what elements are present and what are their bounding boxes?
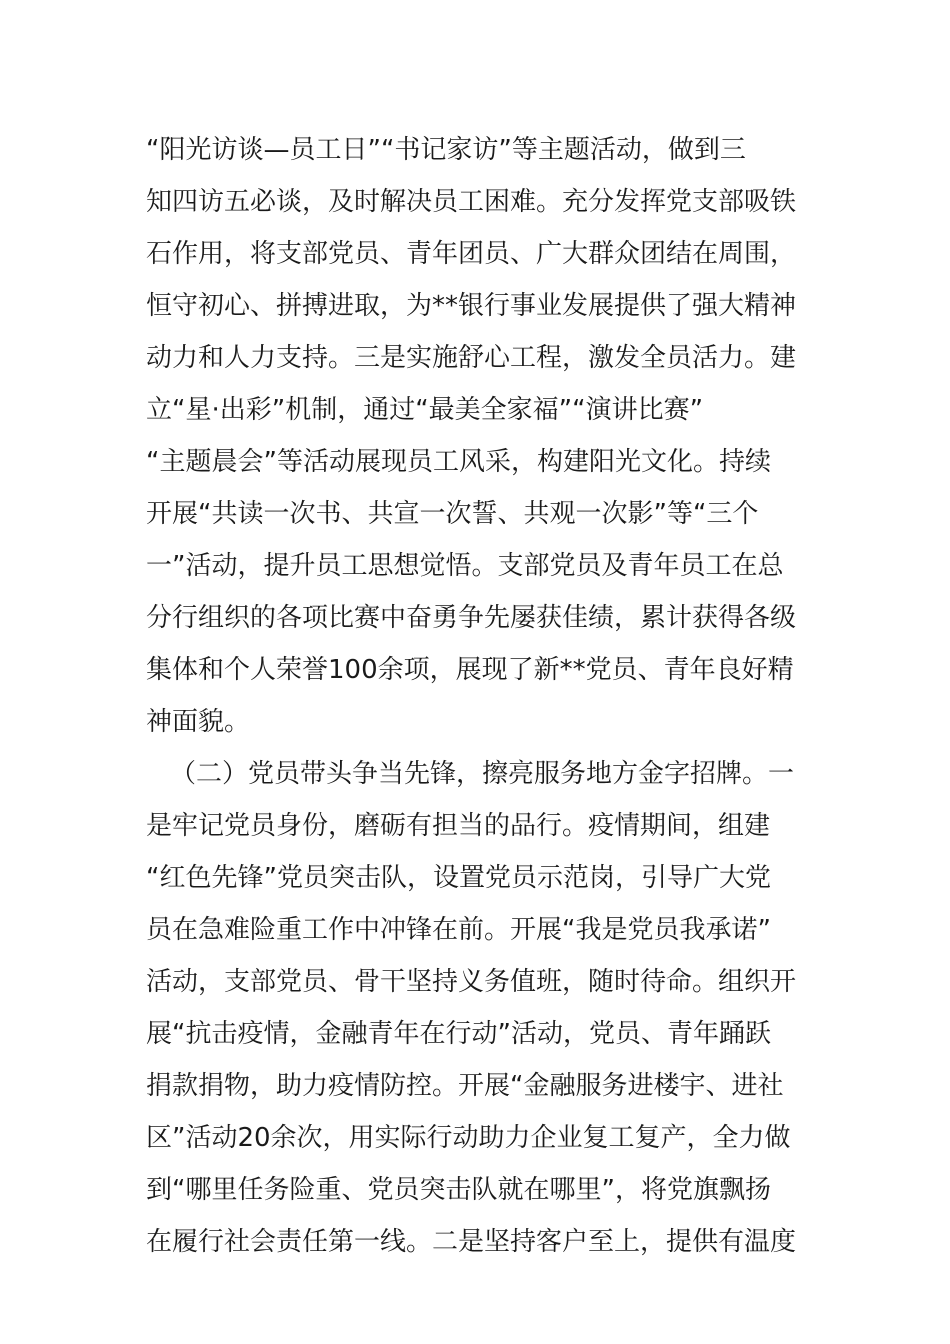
paragraph-1-line: 集体和个人荣誉100余项，展现了新**党员、青年良好精 <box>146 655 794 685</box>
paragraph-2-line: 到“哪里任务险重、党员突击队就在哪里”，将党旗飘扬 <box>146 1175 771 1205</box>
paragraph-1-line: “阳光访谈—员工日”“书记家访”等主题活动，做到三 <box>146 135 746 165</box>
paragraph-2-line: 是牢记党员身份，磨砺有担当的品行。疫情期间，组建 <box>146 811 771 841</box>
paragraph-1-line: 立“星·出彩”机制，通过“最美全家福”“演讲比赛” <box>146 395 704 425</box>
paragraph-1-line: 开展“共读一次书、共宣一次誓、共观一次影”等“三个 <box>146 499 759 529</box>
paragraph-2-line: 捐款捐物，助力疫情防控。开展“金融服务进楼宇、进社 <box>146 1071 784 1101</box>
paragraph-2-line: 活动，支部党员、骨干坚持义务值班，随时待命。组织开 <box>146 967 797 997</box>
paragraph-1-line: 恒守初心、拼搏进取，为**银行事业发展提供了强大精神 <box>146 291 797 321</box>
paragraph-2-heading-line: （二）党员带头争当先锋，擦亮服务地方金字招牌。一 <box>170 759 795 789</box>
paragraph-1-line: 石作用，将支部党员、青年团员、广大群众团结在周围， <box>146 239 797 269</box>
paragraph-1-line: 分行组织的各项比赛中奋勇争先屡获佳绩，累计获得各级 <box>146 603 797 633</box>
paragraph-2-line: 在履行社会责任第一线。二是坚持客户至上，提供有温度 <box>146 1227 797 1257</box>
paragraph-1-line: 神面貌。 <box>146 707 251 737</box>
paragraph-1-line: 知四访五必谈，及时解决员工困难。充分发挥党支部吸铁 <box>146 187 797 217</box>
paragraph-1-line: 一”活动，提升员工思想觉悟。支部党员及青年员工在总 <box>146 551 784 581</box>
paragraph-1-line: “主题晨会”等活动展现员工风采，构建阳光文化。持续 <box>146 447 771 477</box>
paragraph-2-line: “红色先锋”党员突击队，设置党员示范岗，引导广大党 <box>146 863 771 893</box>
paragraph-2-line: 员在急难险重工作中冲锋在前。开展“我是党员我承诺” <box>146 915 771 945</box>
paragraph-1-line: 动力和人力支持。三是实施舒心工程，激发全员活力。建 <box>146 343 797 373</box>
paragraph-2-line: 区”活动20余次，用实际行动助力企业复工复产，全力做 <box>146 1123 791 1153</box>
paragraph-2-line: 展“抗击疫情，金融青年在行动”活动，党员、青年踊跃 <box>146 1019 771 1049</box>
